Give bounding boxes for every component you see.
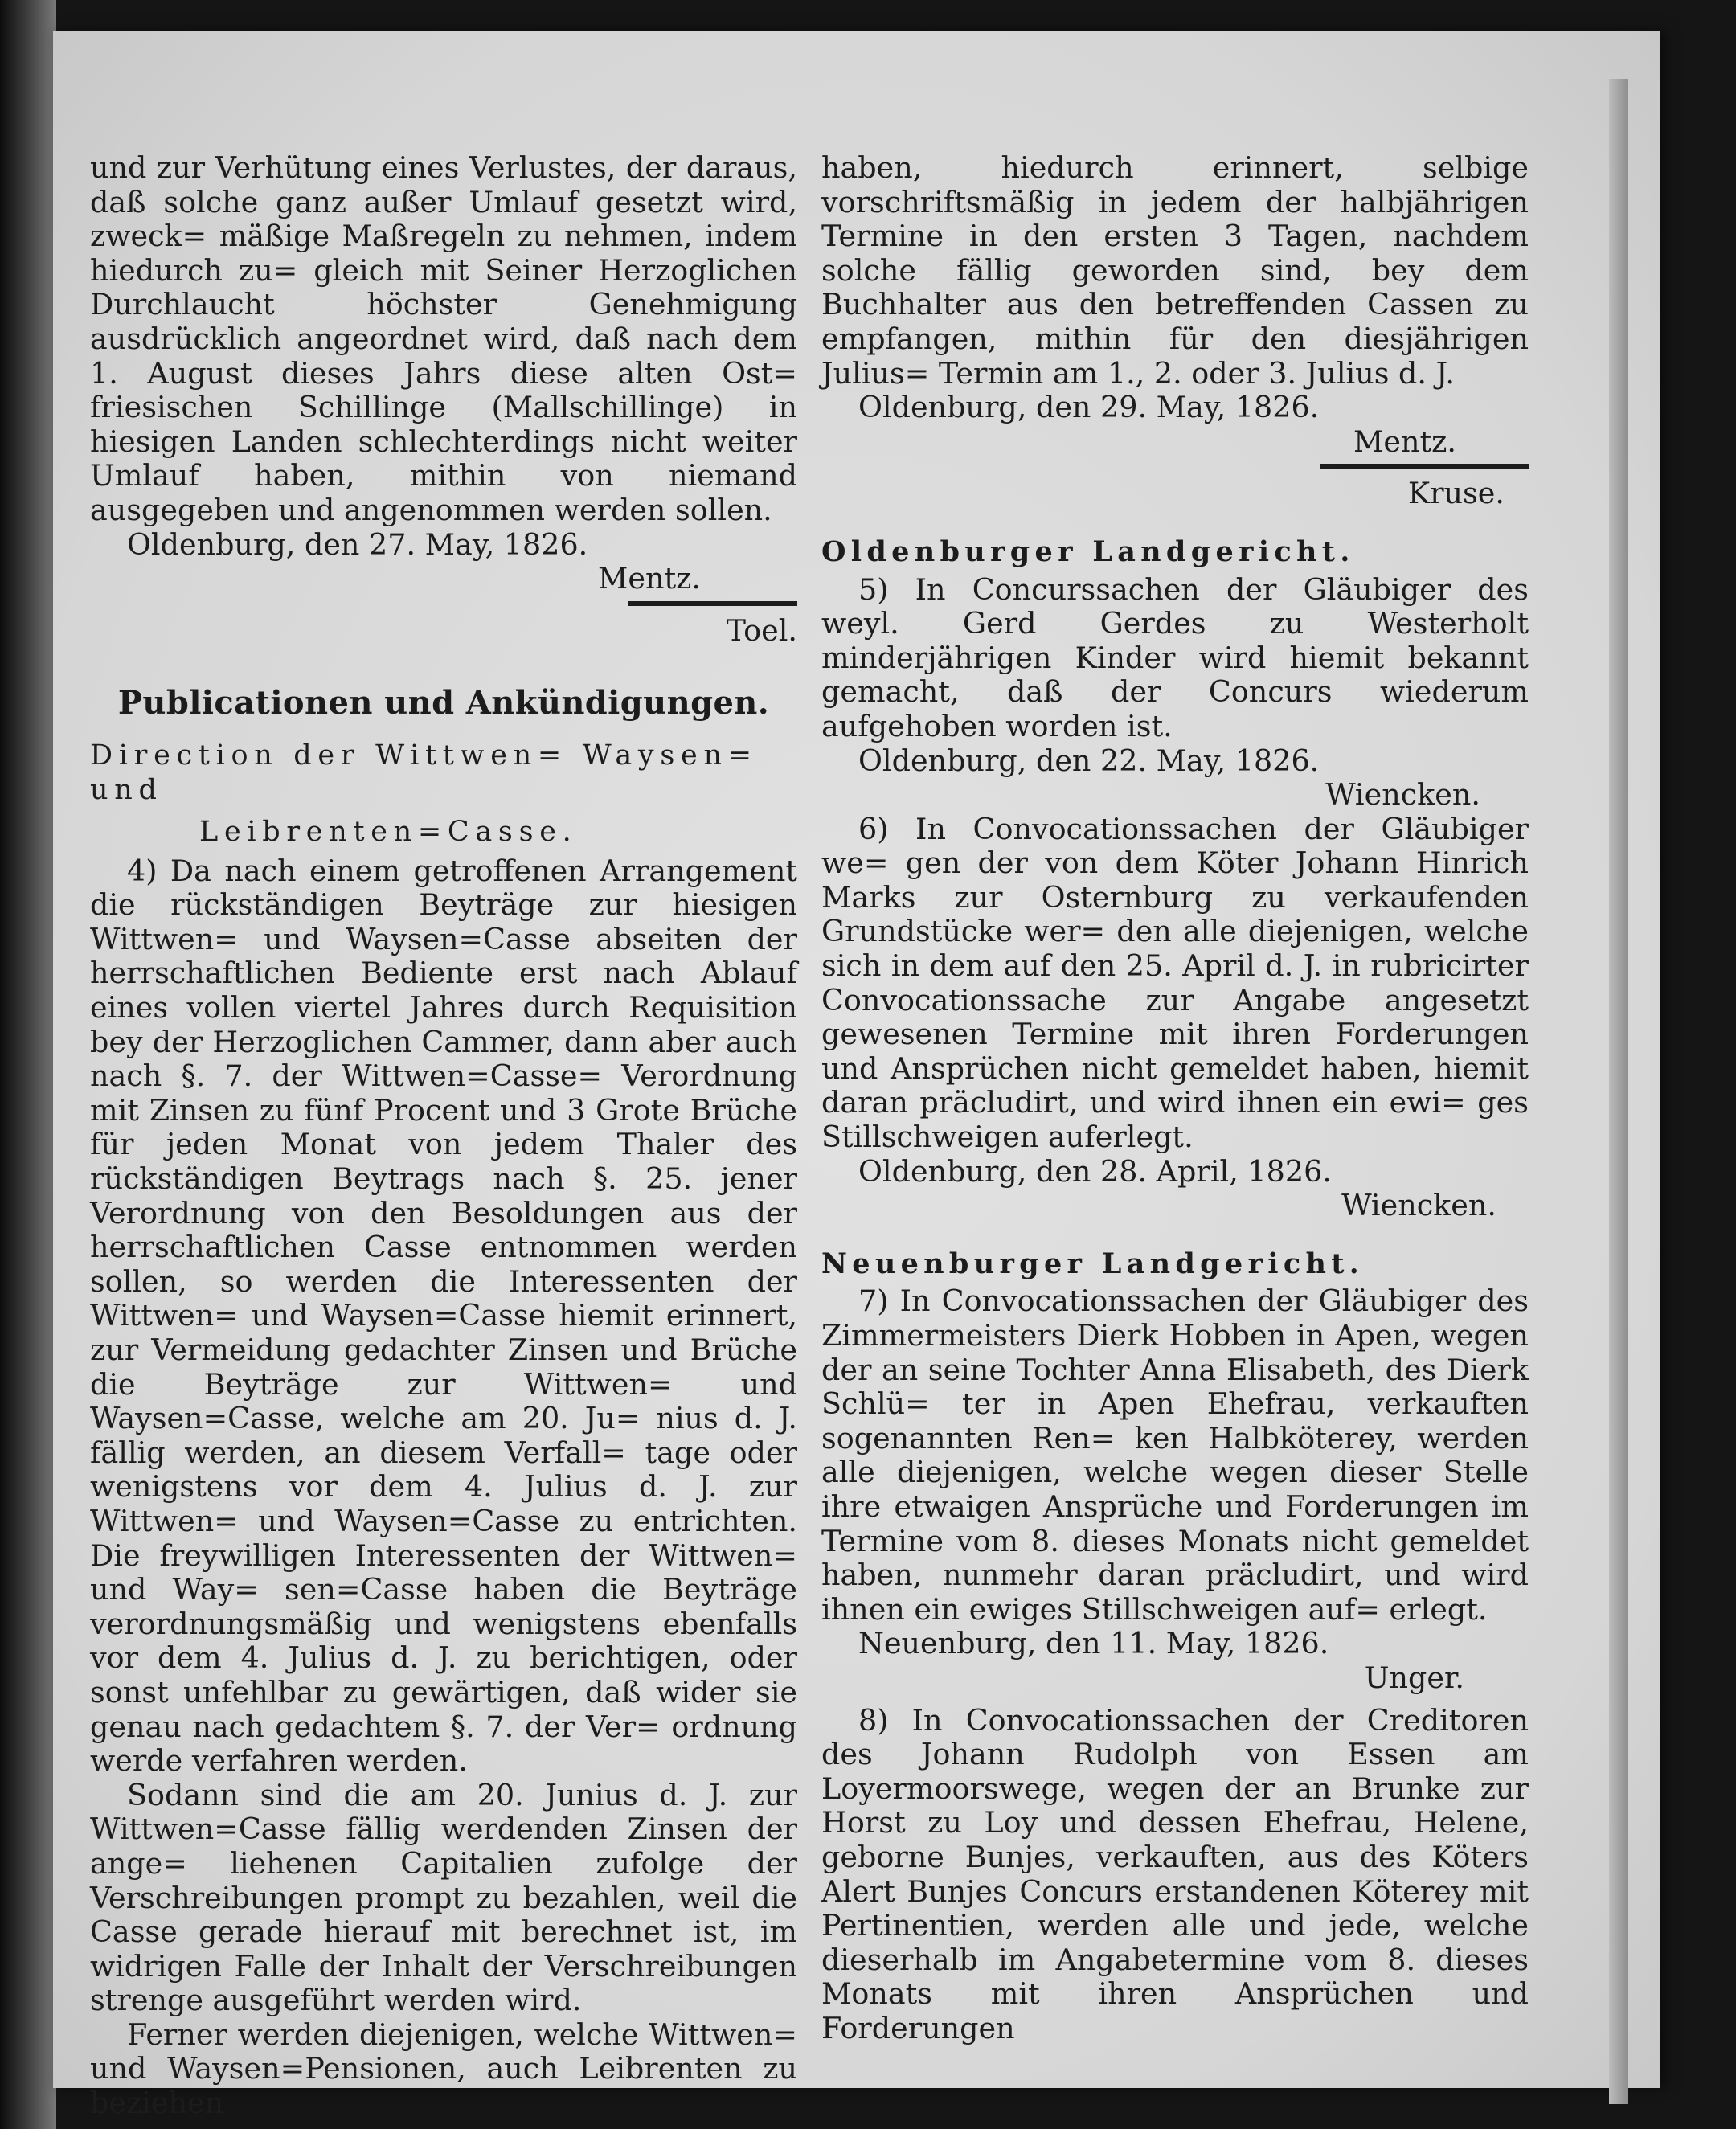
text-line: Thaler des rückständigen Beytrags nach §. 25.: [90, 1127, 797, 1197]
text-line: Köterey mit Pertinentien, werden alle und jede,: [821, 1873, 1529, 1943]
page-edge: [1609, 79, 1628, 2104]
text-line: und zur Verhütung eines Verlustes, der daraus,: [90, 150, 797, 185]
neuenburger-landgericht-heading: Neuenburger Landgericht.: [821, 1247, 1365, 1280]
text-line: durch Requisition bey der Herzoglichen Cammer,: [90, 990, 798, 1059]
left-column: [90, 151, 797, 2121]
intro-signature-toel: Toel.: [726, 612, 797, 648]
item-8-paragraph: [821, 1704, 1529, 2046]
text-line: tage oder wenigstens vor dem 4. Julius d. J. zur: [90, 1435, 797, 1505]
text-line: zur Osternburg zu verkaufenden Grundstücke wer=: [821, 879, 1529, 949]
text-line: zur Angabe angesetzt gewesenen Termine mit ihren: [821, 982, 1529, 1052]
intro-paragraph: [90, 151, 797, 528]
item-7-signature: Unger.: [1364, 1660, 1464, 1695]
text-line: dann aber auch nach §. 7. der Wittwen=Casse=: [90, 1024, 798, 1094]
text-line: welche dieserhalb im Angabetermine vom 8. dieses: [821, 1908, 1529, 1977]
text-line: rückständigen Beyträge zur hiesigen Wittwen= und: [90, 887, 797, 956]
text-line: so werden die Interessenten der Wittwen= und: [90, 1263, 797, 1333]
text-line: Termin am 1., 2. oder 3. Julius d. J.: [938, 355, 1456, 391]
text-line: Verordnung mit Zinsen zu fünf Procent und: [90, 1058, 798, 1128]
item-5-paragraph: [821, 573, 1529, 744]
text-line: Forderungen und Ansprüchen nicht gemeldet haben,: [821, 1017, 1529, 1086]
text-line: sen=Casse haben die Beyträge verordnungsmäßig: [90, 1572, 797, 1641]
text-line: Wittwen= und Waysen=Casse zu entrichten. Die: [90, 1503, 797, 1573]
text-line: ges Stillschweigen auferlegt.: [821, 1085, 1529, 1155]
text-line: empfangen, mithin für den diesjährigen Julius=: [821, 321, 1529, 391]
book-spine: [0, 0, 56, 2129]
item-5-signature: Wiencken.: [1325, 777, 1480, 813]
text-line: in jedem der halbjährigen Termine in den ersten: [821, 184, 1529, 254]
text-line: Monats mit ihren Ansprüchen und Forderungen: [821, 1976, 1529, 2045]
signature-rule: [628, 601, 797, 606]
text-line: liehenen Capitalien zufolge der Verschreibungen: [90, 1845, 797, 1915]
text-line: an seine Tochter Anna Elisabeth, des Dierk Schlü=: [821, 1352, 1529, 1422]
text-line: und wird ihnen ein ewiges Stillschweigen auf=: [821, 1558, 1529, 1627]
text-line: 5) In Concurssachen der Gläubiger des weyl.: [821, 571, 1529, 641]
text-line: mit berechnet ist, im widrigen Falle der Inhalt der: [90, 1914, 797, 1984]
item-7-date: Neuenburg, den 11. May, 1826.: [858, 1626, 1329, 1661]
intro-date: Oldenburg, den 27. May, 1826.: [127, 526, 588, 562]
text-line: mäßige Maßregeln zu nehmen, indem hiedurch zu=: [90, 219, 797, 288]
text-line: daß solche ganz außer Umlauf gesetzt wird, zweck=: [90, 184, 797, 254]
text-line: gleich mit Seiner Herzoglichen Durchlaucht höchster: [90, 252, 798, 322]
text-line: dem Buchhalter aus den betreffenden Cassen zu: [821, 252, 1529, 322]
text-line: zu berichtigen, oder sonst unfehlbar zu gewärtigen,: [90, 1640, 797, 1709]
text-line: wegen der an Brunke zur Horst zu Loy und dessen: [821, 1771, 1529, 1840]
text-line: mithin von niemand ausgegeben und angenommen: [90, 458, 797, 527]
item-6-paragraph: [821, 813, 1529, 1155]
continuation-date: Oldenburg, den 29. May, 1826.: [858, 390, 1320, 425]
intro-signature-mentz: Mentz.: [598, 561, 701, 596]
text-line: erst nach Ablauf eines vollen viertel Jahres: [90, 956, 797, 1026]
text-line: 8) In Convocationssachen der Creditoren des: [821, 1702, 1529, 1772]
text-line: wird hiemit bekannt gemacht, daß der Concurs: [821, 640, 1529, 710]
document-page: [53, 31, 1660, 2121]
text-line: nius d. J. fällig werden, an diesem Verfall=: [90, 1401, 797, 1470]
oldenburger-landgericht-heading: Oldenburger Landgericht.: [821, 534, 1355, 568]
text-line: hiemit daran präcludirt, und wird ihnen ein ewi=: [821, 1050, 1529, 1120]
text-line: jener Verordnung von den Besoldungen aus der: [90, 1161, 797, 1230]
text-line: freywilligen Interessenten der Wittwen= und Way=: [90, 1537, 797, 1607]
item-5-date: Oldenburg, den 22. May, 1826.: [858, 743, 1320, 778]
text-line: gen der von dem Köter Johann Hinrich Marks: [821, 845, 1529, 915]
text-line: erlegt.: [1389, 1591, 1488, 1627]
direction-heading-line1: Direction der Wittwen= Waysen= und: [90, 739, 758, 806]
continuation-paragraph: [821, 151, 1529, 391]
sodann-paragraph: [90, 1779, 797, 2018]
text-line: Ferner werden diejenigen, welche Wittwen= und: [90, 2016, 797, 2086]
text-line: 4) Da nach einem getroffenen Arrangement die: [90, 853, 797, 923]
text-line: friesischen Schillinge (Mallschillinge) in hiesigen: [90, 390, 797, 459]
text-line: ter in Apen Ehefrau, verkauften sogenannten Ren=: [821, 1386, 1529, 1455]
text-line: haben, hiedurch erinnert, selbige vorschriftsmäßig: [821, 150, 1529, 219]
text-line: Ehefrau, Helene, geborne Bunjes, verkauften,: [821, 1805, 1529, 1874]
item-4-paragraph: [90, 854, 797, 1779]
ferner-paragraph: [90, 2018, 797, 2121]
text-line: und wenigstens ebenfalls vor dem 4. Julius d. J.: [90, 1606, 797, 1676]
text-line: Waysen=Casse hiemit erinnert, zur Vermeidung: [90, 1298, 797, 1367]
text-line: Forderungen im Termine vom 8. dieses Monats: [821, 1488, 1529, 1558]
text-line: Landen schlechterdings nicht weiter Umlauf haben,: [90, 424, 797, 493]
text-line: 7) In Convocationssachen der Gläubiger des: [858, 1284, 1529, 1319]
item-7-paragraph: [821, 1284, 1529, 1627]
signature-rule: [1320, 464, 1529, 469]
item-6-date: Oldenburg, den 28. April, 1826.: [858, 1153, 1332, 1189]
text-line: nicht gemeldet haben, nunmehr daran präcludirt,: [821, 1523, 1529, 1593]
text-line: herrschaftlichen Casse entnommen werden sollen,: [90, 1230, 797, 1299]
text-line: ordnung werde verfahren werden.: [90, 1709, 797, 1779]
text-line: Waysen=Casse abseiten der herrschaftlichen Bediente: [90, 921, 797, 991]
text-line: Waysen=Pensionen, auch Leibrenten zu beziehen: [90, 2051, 797, 2121]
text-line: ken Halbköterey, werden alle diejenigen, welche: [821, 1420, 1529, 1490]
text-line: Gerd Gerdes zu Westerholt minderjährigen Kinder: [821, 606, 1529, 675]
text-line: werden sollen.: [554, 492, 772, 527]
direction-heading-line2: Leibrenten=Casse.: [199, 816, 578, 849]
continuation-signature-kruse: Kruse.: [1407, 476, 1505, 511]
text-line: Johann Rudolph von Essen am Loyermoorswege,: [821, 1737, 1529, 1806]
right-column: [821, 151, 1529, 2045]
text-line: Zimmermeisters Dierk Hobben in Apen, wegen der: [821, 1318, 1529, 1387]
text-line: den alle diejenigen, welche sich in dem auf den: [821, 914, 1529, 984]
text-line: 3 Grote Brüche für jeden Monat von jedem: [90, 1092, 797, 1162]
text-line: Verschreibungen strenge ausgeführt werden wird.: [90, 1948, 797, 2018]
text-line: Sodann sind die am 20. Junius d. J. zur: [127, 1777, 797, 1812]
text-line: prompt zu bezahlen, weil die Casse gerade hierauf: [90, 1880, 797, 1950]
text-line: 3 Tagen, nachdem solche fällig geworden sind, bey: [821, 219, 1529, 288]
section-title: Publicationen und Ankündigungen.: [117, 684, 770, 723]
text-line: Wittwen=Casse fällig werdenden Zinsen der ange=: [90, 1812, 797, 1881]
text-line: 6) In Convocationssachen der Gläubiger we=: [821, 811, 1529, 881]
text-line: daß wider sie genau nach gedachtem §. 7. der Ver=: [90, 1674, 797, 1744]
text-line: wiederum aufgehoben worden ist.: [821, 674, 1529, 743]
item-6-signature: Wiencken.: [1341, 1188, 1496, 1223]
text-line: Genehmigung ausdrücklich angeordnet wird, daß: [90, 287, 797, 356]
text-line: 25. April d. J. in rubricirter Convocationssache: [821, 948, 1529, 1017]
text-line: aus des Köters Alert Bunjes Concurs erstandenen: [821, 1839, 1529, 1909]
text-line: gedachter Zinsen und Brüche die Beyträge zur: [90, 1333, 798, 1402]
text-line: nach dem 1. August dieses Jahrs diese alten Ost=: [90, 321, 797, 391]
continuation-signature-mentz: Mentz.: [1353, 424, 1456, 459]
text-line: wegen dieser Stelle ihre etwaigen Ansprüche und: [821, 1455, 1529, 1524]
text-line: Wittwen= und Waysen=Casse, welche am 20. Ju=: [90, 1366, 797, 1436]
